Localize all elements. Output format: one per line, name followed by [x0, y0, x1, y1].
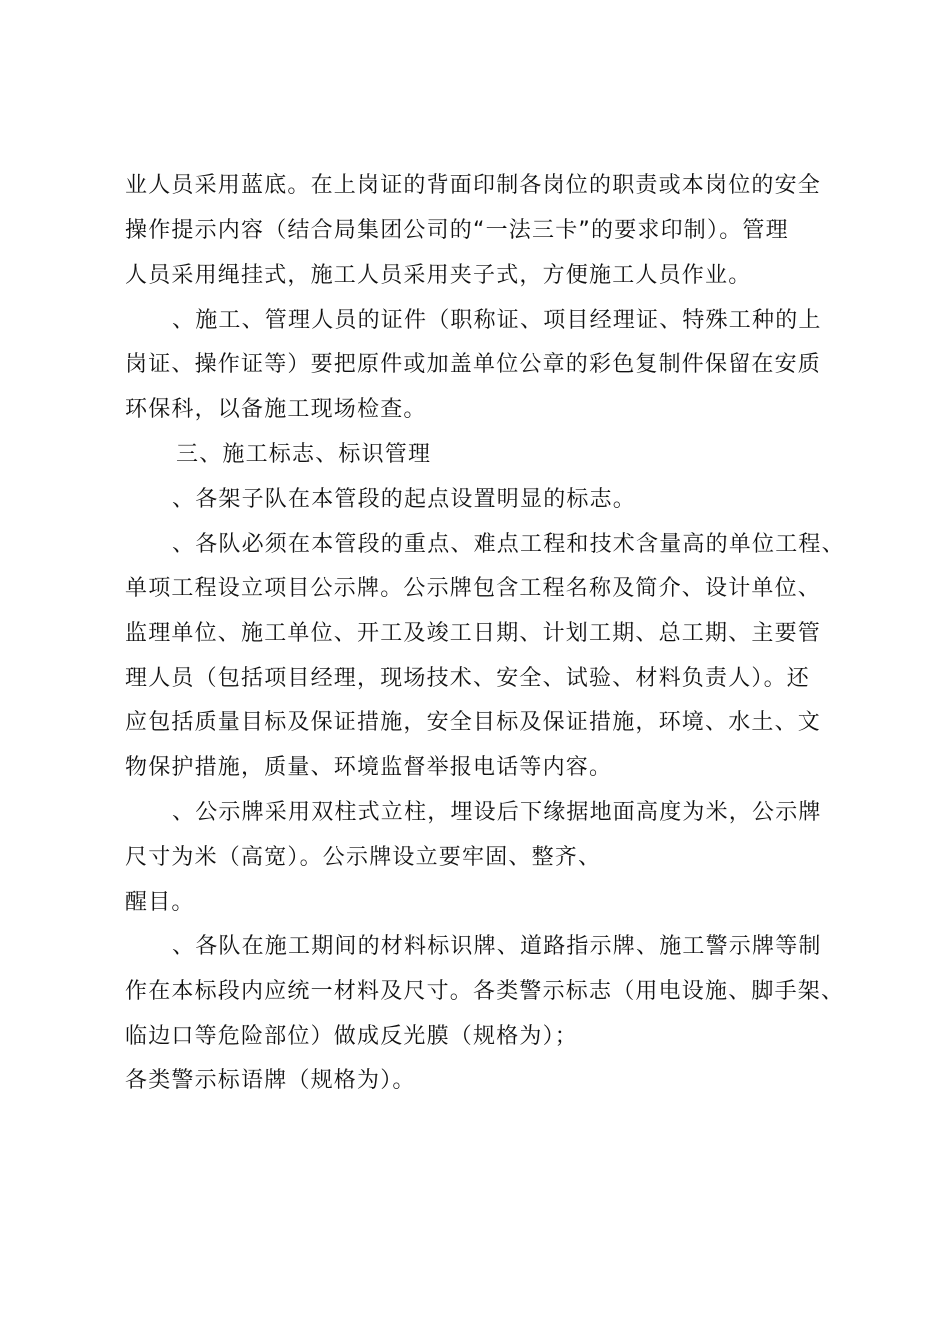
text-line: 理人员（包括项目经理，现场技术、安全、试验、材料负责人）。还	[125, 666, 811, 691]
text-line: 临边口等危险部位）做成反光膜（规格为）；	[125, 1024, 579, 1049]
text-line: 环保科，以备施工现场检查。	[125, 397, 427, 422]
text-line: 、各队必须在本管段的重点、难点工程和技术含量高的单位工程、	[172, 532, 845, 557]
text-line: 监理单位、施工单位、开工及竣工日期、计划工期、总工期、主要管	[125, 621, 822, 646]
text-line: 单项工程设立项目公示牌。公示牌包含工程名称及简介、设计单位、	[125, 576, 822, 601]
text-line: 、各架子队在本管段的起点设置明显的标志。	[172, 487, 637, 512]
text-line: 醒目。	[125, 890, 195, 915]
text-line: 业人员采用蓝底。在上岗证的背面印制各岗位的职责或本岗位的安全	[125, 173, 822, 198]
text-line: 作在本标段内应统一材料及尺寸。各类警示标志（用电设施、脚手架、	[125, 979, 845, 1004]
text-line: 人员采用绳挂式，施工人员采用夹子式，方便施工人员作业。	[125, 263, 752, 288]
text-line: 、各队在施工期间的材料标识牌、道路指示牌、施工警示牌等制	[172, 934, 822, 959]
text-line: 物保护措施，质量、环境监督举报电话等内容。	[125, 755, 613, 780]
text-line: 操作提示内容（结合局集团公司的“一法三卡”的要求印制）。管理	[125, 218, 789, 243]
text-line: 各类警示标语牌（规格为）。	[125, 1068, 416, 1093]
text-line: 、公示牌采用双柱式立柱，埋设后下缘据地面高度为米，公示牌	[172, 800, 822, 825]
text-line: 应包括质量目标及保证措施，安全目标及保证措施，环境、水土、文	[125, 710, 822, 735]
section-heading: 三、施工标志、标识管理	[176, 442, 432, 467]
text-line: 尺寸为米（高宽）。公示牌设立要牢固、整齐、	[125, 845, 602, 870]
text-line: 岗证、操作证等）要把原件或加盖单位公章的彩色复制件保留在安质	[125, 352, 822, 377]
text-line: 、施工、管理人员的证件（职称证、项目经理证、特殊工种的上	[172, 308, 822, 333]
